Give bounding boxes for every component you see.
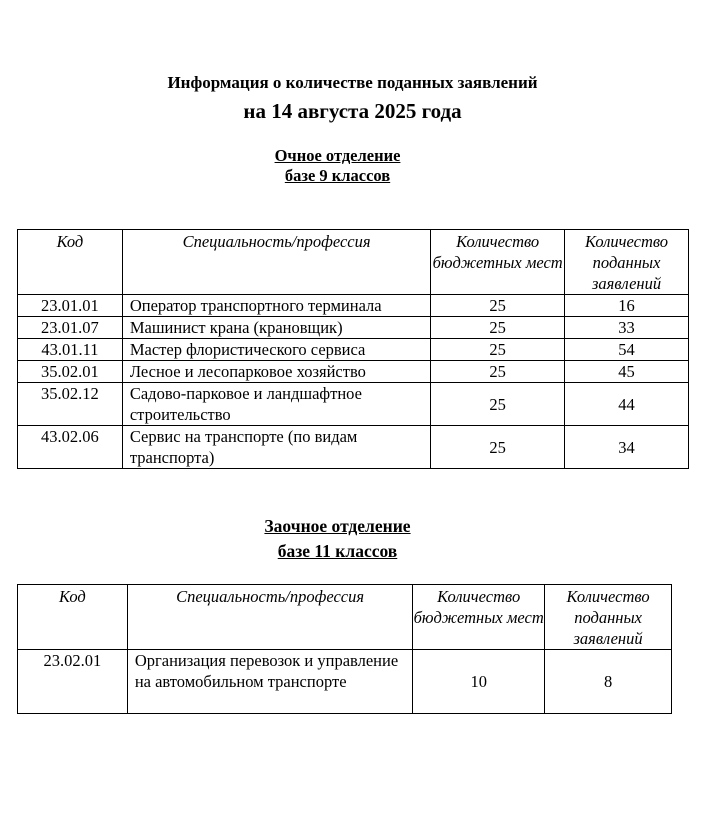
table-row [18, 361, 689, 383]
table-row [18, 339, 689, 361]
row-specialty: Машинист крана (крановщик) [122, 317, 430, 339]
column-header-specialty: Специальность/профессия [122, 230, 430, 295]
row-code: 43.02.06 [18, 426, 123, 469]
row-budget: 10 [413, 650, 545, 714]
page-title: Информация о количестве поданных заявлений [167, 73, 538, 92]
section1-subheading: базе 9 классов [284, 166, 391, 185]
table-row [18, 317, 689, 339]
row-code: 35.02.12 [18, 383, 123, 426]
row-specialty: Оператор транспортного терминала [122, 295, 430, 317]
row-specialty: Лесное и лесопарковое хозяйство [122, 361, 430, 383]
table-row [18, 383, 689, 426]
row-code: 23.02.01 [18, 650, 128, 714]
table-row [18, 426, 689, 469]
column-header-budget: Количество бюджетных мест [413, 585, 545, 650]
row-applications: 8 [545, 650, 672, 714]
row-code: 23.01.07 [18, 317, 123, 339]
column-header-code: Код [18, 585, 128, 650]
fulltime-table [17, 229, 689, 469]
column-header-budget: Количество бюджетных мест [431, 230, 565, 295]
row-code: 35.02.01 [18, 361, 123, 383]
table-header-row [18, 585, 672, 650]
page-date: на 14 августа 2025 года [243, 99, 462, 123]
section2-subheading: базе 11 классов [277, 541, 398, 561]
table-row [18, 650, 672, 714]
table-header-row [18, 230, 689, 295]
column-header-specialty: Специальность/профессия [127, 585, 412, 650]
row-applications: 44 [565, 383, 689, 426]
row-budget: 25 [431, 295, 565, 317]
column-header-applications: Количество поданных заявлений [565, 230, 689, 295]
row-applications: 16 [565, 295, 689, 317]
row-applications: 34 [565, 426, 689, 469]
column-header-applications: Количество поданных заявлений [545, 585, 672, 650]
row-applications: 33 [565, 317, 689, 339]
row-applications: 54 [565, 339, 689, 361]
row-code: 43.01.11 [18, 339, 123, 361]
section2-heading: Заочное отделение [264, 516, 411, 536]
row-specialty: Мастер флористического сервиса [122, 339, 430, 361]
extramural-table [17, 584, 672, 714]
table-row [18, 295, 689, 317]
row-specialty: Организация перевозок и управление на автомобильном транспорте [127, 650, 412, 714]
row-applications: 45 [565, 361, 689, 383]
row-budget: 25 [431, 317, 565, 339]
row-code: 23.01.01 [18, 295, 123, 317]
section1-heading: Очное отделение [274, 146, 401, 165]
row-budget: 25 [431, 383, 565, 426]
row-budget: 25 [431, 426, 565, 469]
row-specialty: Садово-парковое и ландшафтное строительство [122, 383, 430, 426]
row-budget: 25 [431, 339, 565, 361]
column-header-code: Код [18, 230, 123, 295]
row-specialty: Сервис на транспорте (по видам транспорта) [122, 426, 430, 469]
row-budget: 25 [431, 361, 565, 383]
